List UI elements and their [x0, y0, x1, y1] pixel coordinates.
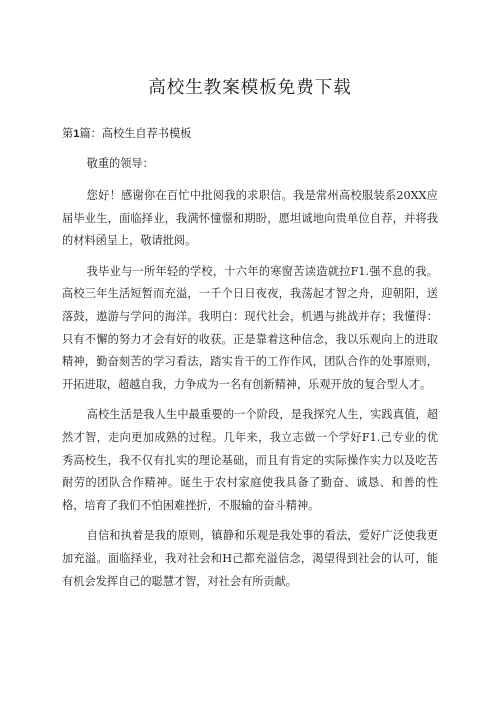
paragraph: 自信和执着是我的原则，镇静和乐观是我处事的看法，爱好广泛使我更加充溢。面临择业，我对社会和H己都充溢信念，渴望得到社会的认可，能有机会发挥自己的聪慧才智，对社会有所贡献。 — [62, 529, 438, 588]
document-title: 高校生教案模板免费下载 — [148, 78, 352, 98]
salutation: 敬重的领导： — [86, 157, 154, 170]
chapter-heading — [62, 125, 438, 141]
paragraph: 您好！感谢你在百忙中批阅我的求职信。我是常州高校服装系20XX应届毕业生，面临择业，我满怀憧憬和期盼，愿坦诚地向贵单位自荐，并将我的材料函呈上，敬请批阅。 — [62, 189, 438, 248]
paragraph: 高校生活是我人生中最重要的一个阶段，是我探究人生，实践真值，超然才智，走向更加成熟的过程。几年来，我立志做一个学好F1.己专业的优秀高校生，我不仅有扎实的理论基础，而且有肯定的实际操作实力以及吃苦耐劳的团队合作精神。诞生于农村家庭使我具备了勤奋、诚恳、和善的性格，培育了我们不怕困难挫折，不服输的奋斗精神。 — [62, 408, 438, 512]
chapter-title: 篇：高校生自荐书模板 — [79, 127, 192, 140]
chapter-prefix: 第 — [62, 127, 74, 140]
paragraph: 我毕业与一所年轻的学校，十六年的寒窗苦读造就拉F1.强不息的我。高校三年生活短暂而充溢，一千个日日夜夜，我荡起才智之舟，迎朝阳，送落鼓，遨游与学问的海洋。我明白：现代社会，机遇与挑战并存；我懂得：只有不懈的努力才会有好的收获。正是靠着这种信念，我以乐观向上的进取精神，勤奋刻苦的学习看法，踏实肯干的工作作风，团队合作的处事原则，开拓进取，超越自我，力争成为一名有创新精神，乐观开放的复合型人才。 — [62, 264, 438, 391]
chapter-number: 1 — [73, 128, 80, 140]
